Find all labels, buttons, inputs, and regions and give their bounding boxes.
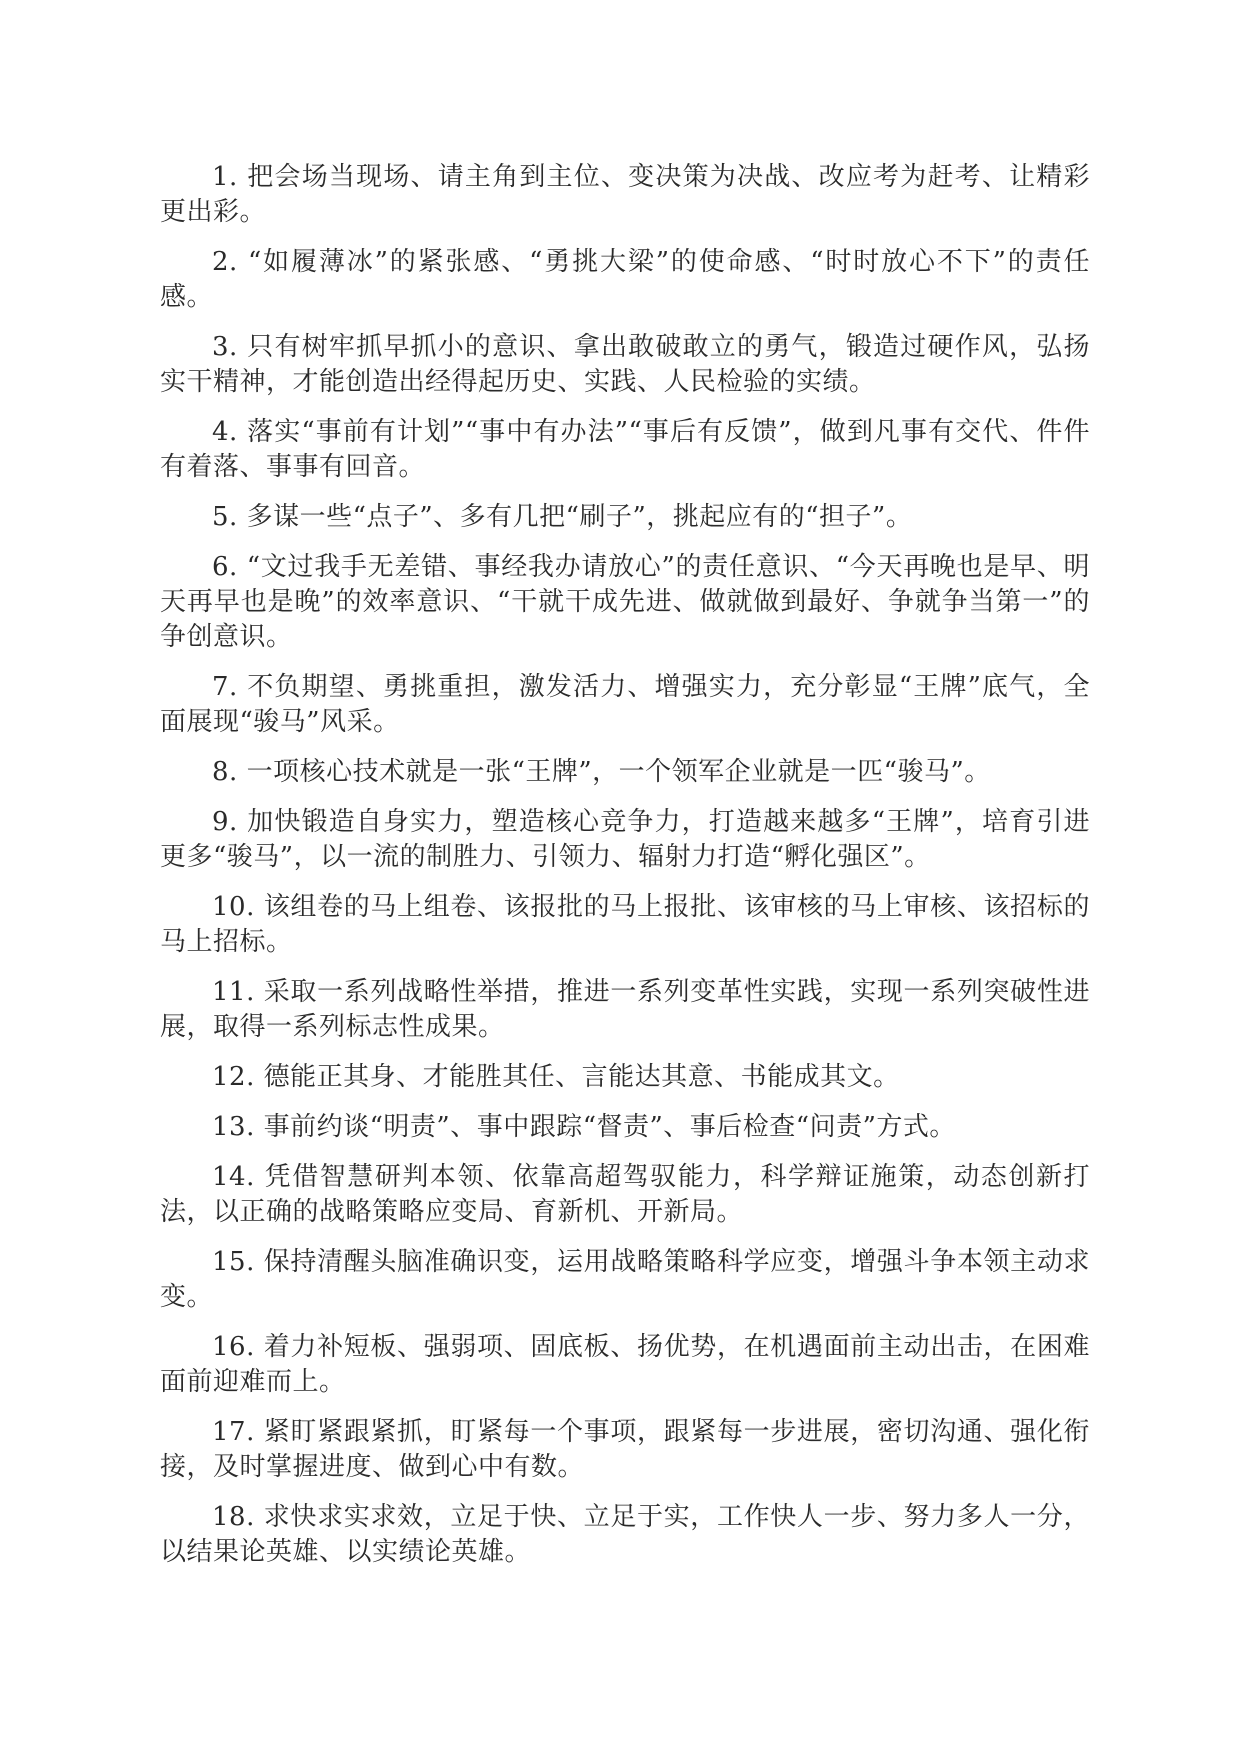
paragraph-5: 5. 多谋一些“点子”、多有几把“刷子”，挑起应有的“担子”。 [212,502,913,532]
paragraph-16: 16. 着力补短板、强弱项、固底板、扬优势，在机遇面前主动出击，在困难面前迎难而上。 [160,1332,1090,1397]
paragraph-4: 4. 落实“事前有计划”“事中有办法”“事后有反馈”，做到凡事有交代、件件有着落、事事有回音。 [160,417,1090,482]
paragraph-7: 7. 不负期望、勇挑重担，激发活力、增强实力，充分彰显“王牌”底气，全面展现“骏马”风采。 [160,672,1090,737]
paragraph-15: 15. 保持清醒头脑准确识变，运用战略策略科学应变，增强斗争本领主动求变。 [160,1247,1090,1312]
paragraph-8: 8. 一项核心技术就是一张“王牌”，一个领军企业就是一匹“骏马”。 [212,757,991,787]
paragraph-17: 17. 紧盯紧跟紧抓，盯紧每一个事项，跟紧每一步进展，密切沟通、强化衔接，及时掌握进度、做到心中有数。 [160,1417,1090,1482]
paragraph-13: 13. 事前约谈“明责”、事中跟踪“督责”、事后检查“问责”方式。 [212,1112,956,1142]
paragraph-10: 10. 该组卷的马上组卷、该报批的马上报批、该审核的马上审核、该招标的马上招标。 [160,892,1090,957]
paragraph-14: 14. 凭借智慧研判本领、依靠高超驾驭能力，科学辩证施策，动态创新打法，以正确的战略策略应变局、育新机、开新局。 [160,1162,1090,1227]
paragraph-18: 18. 求快求实求效，立足于快、立足于实，工作快人一步、努力多人一分，以结果论英雄、以实绩论英雄。 [160,1502,1090,1567]
paragraph-2: 2. “如履薄冰”的紧张感、“勇挑大梁”的使命感、“时时放心不下”的责任感。 [160,247,1090,312]
paragraph-11: 11. 采取一系列战略性举措，推进一系列变革性实践，实现一系列突破性进展，取得一系列标志性成果。 [160,977,1090,1042]
paragraph-3: 3. 只有树牢抓早抓小的意识、拿出敢破敢立的勇气，锻造过硬作风，弘扬实干精神，才能创造出经得起历史、实践、人民检验的实绩。 [160,332,1090,397]
paragraph-1: 1. 把会场当现场、请主角到主位、变决策为决战、改应考为赶考、让精彩更出彩。 [160,162,1090,227]
paragraph-9: 9. 加快锻造自身实力，塑造核心竞争力，打造越来越多“王牌”，培育引进更多“骏马”，以一流的制胜力、引领力、辐射力打造“孵化强区”。 [160,807,1090,872]
paragraph-12: 12. 德能正其身、才能胜其任、言能达其意、书能成其文。 [212,1062,900,1092]
document-page [160,160,1090,1585]
paragraph-6: 6. “文过我手无差错、事经我办请放心”的责任意识、“今天再晚也是早、明天再早也是晚”的效率意识、“干就干成先进、做就做到最好、争就争当第一”的争创意识。 [160,552,1090,652]
